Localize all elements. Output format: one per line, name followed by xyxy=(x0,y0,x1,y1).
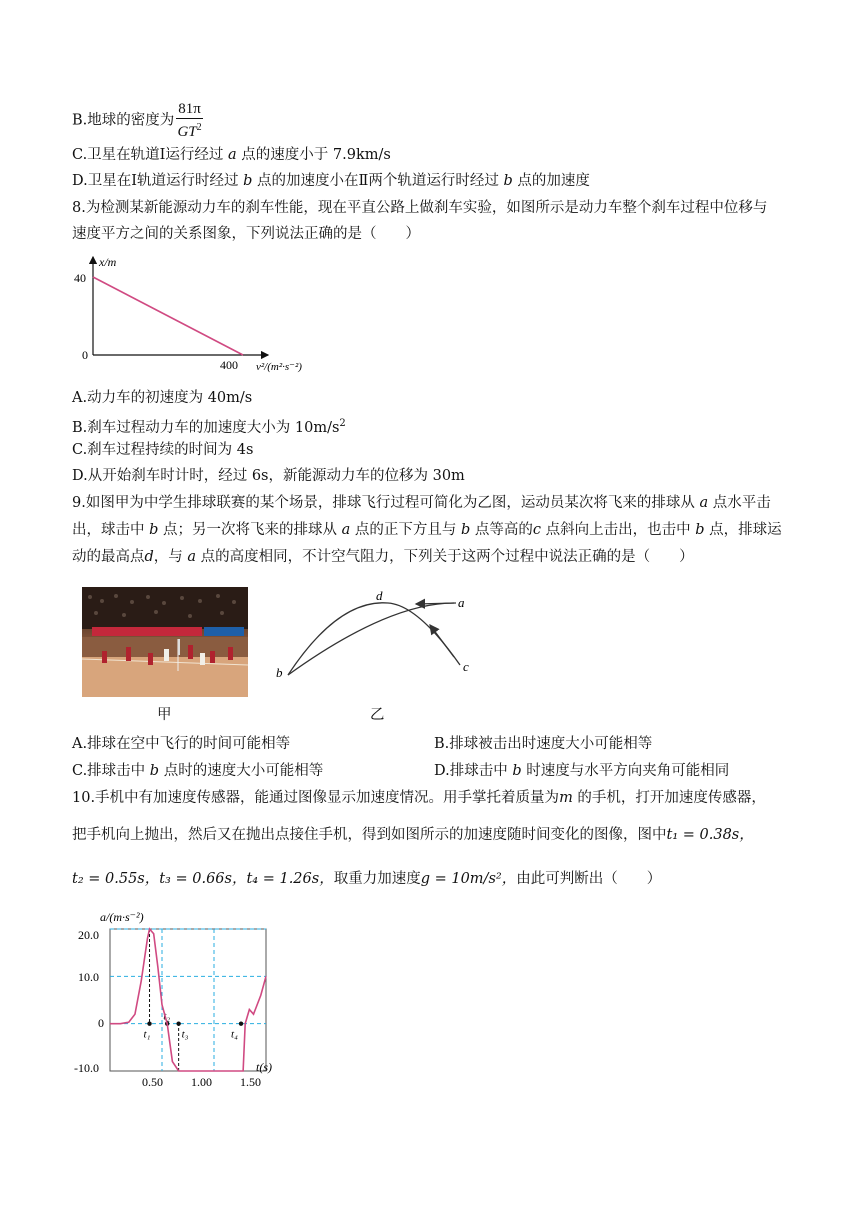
q10-stem-line1: 10.手机中有加速度传感器，能通过图像显示加速度情况。用手掌托着质量为m 的手机，打开加速度传感器， xyxy=(72,790,766,806)
density-fraction: $\frac{81\pi}{GT^2}$ xyxy=(177,101,202,140)
q7-option-c: C.卫星在轨道Ⅰ运行经过 a 点的速度小于 7.9km/s xyxy=(72,147,391,163)
q10-xtick-150: 1.50 xyxy=(240,1075,261,1089)
q10-t2-label: t₂ xyxy=(163,1010,171,1023)
q9-option-b: B.排球被击出时速度大小可能相等 xyxy=(434,736,653,752)
fig-label-yi: 乙 xyxy=(370,707,385,723)
q10-t3-dot xyxy=(176,1021,180,1025)
q10-stem-line2: 把手机向上抛出，然后又在抛出点接住手机，得到如图所示的加速度随时间变化的图像，图中t₁ = 0.38s， xyxy=(72,827,754,843)
q10-t4-label: t₄ xyxy=(231,1028,238,1041)
q9-option-d: D.排球击中 b 时速度与水平方向夹角可能相同 xyxy=(434,763,730,779)
q10-xtick-100: 1.00 xyxy=(191,1075,212,1089)
q9-option-c: C.排球击中 b 点时的速度大小可能相等 xyxy=(72,763,324,779)
q10-ytick-20: 20.0 xyxy=(78,928,99,942)
q9-option-a: A.排球在空中飞行的时间可能相等 xyxy=(72,736,291,752)
q10-acceleration-graph xyxy=(70,905,285,1090)
q10-ytick-10: 10.0 xyxy=(78,970,99,984)
volleyball-photo xyxy=(82,587,248,697)
q10-xtick-050: 0.50 xyxy=(142,1075,163,1089)
q9-stem-line3: 动的最高点d，与 a 点的高度相同，不计空气阻力，下列关于这两个过程中说法正确的是（ ） xyxy=(72,549,694,565)
q8-option-b: B.刹车过程动力车的加速度大小为 $10m/s^2$ xyxy=(72,418,346,436)
point-label-a: a xyxy=(458,595,465,610)
q8-stem-line1: 8.为检测某新能源动力车的刹车性能，现在平直公路上做刹车实验，如图所示是动力车整个刹车过程中位移与 xyxy=(72,200,768,216)
point-label-d: d xyxy=(376,588,383,603)
q8-option-a: A.动力车的初速度为 40m/s xyxy=(72,390,253,406)
q8-xv2-graph xyxy=(70,252,320,377)
q10-y-label: a/(m·s⁻²) xyxy=(100,910,144,924)
trajectory-c-to-b xyxy=(288,603,460,675)
q8-ytick-0: 0 xyxy=(82,348,88,362)
q8-xtick-400: 400 xyxy=(220,358,238,372)
arrow-at-a xyxy=(416,603,456,604)
volleyball-trajectory-diagram xyxy=(268,585,483,685)
q10-series-line xyxy=(110,929,266,1071)
q8-stem-line2: 速度平方之间的关系图象，下列说法正确的是（ ） xyxy=(72,226,420,242)
q10-x-label: t(s) xyxy=(256,1060,272,1074)
q8-option-c: C.刹车过程持续的时间为 4s xyxy=(72,442,254,458)
fig-label-jia: 甲 xyxy=(157,707,172,723)
q8-option-d: D.从开始刹车时计时，经过 6s，新能源动力车的位移为 30m xyxy=(72,468,465,484)
q9-stem-line2: 出，球击中 b 点；另一次将飞来的排球从 a 点的正下方且与 b 点等高的c 点斜向上击出，也击中 b 点，排球运 xyxy=(72,522,782,538)
q10-ytick-0: 0 xyxy=(98,1016,104,1030)
q10-ytick-neg10: -10.0 xyxy=(74,1061,99,1075)
q8-y-label: x/m xyxy=(99,255,117,269)
q7-option-b: B.地球的密度为 $\frac{81\pi}{GT^2}$ xyxy=(72,101,202,140)
q8-series-line xyxy=(93,277,243,355)
arrow-at-c xyxy=(430,625,454,657)
q10-t1-dot xyxy=(147,1021,151,1025)
q7-option-d: D.卫星在Ⅰ轨道运行时经过 b 点的加速度小在Ⅱ两个轨道运行时经过 b 点的加速度 xyxy=(72,173,590,189)
q10-stem-line3: t₂ = 0.55s，t₃ = 0.66s，t₄ = 1.26s，取重力加速度g = 10m/s²，由此可判断出（ ） xyxy=(72,871,662,887)
q10-t4-dot xyxy=(239,1021,243,1025)
point-label-b: b xyxy=(276,665,283,680)
point-label-c: c xyxy=(463,659,469,674)
q10-plot-frame xyxy=(110,929,266,1071)
trajectory-a-to-b xyxy=(288,603,454,675)
q8-ytick-40: 40 xyxy=(74,271,86,285)
q10-t3-label: t₃ xyxy=(181,1028,189,1041)
q10-t1-label: t₁ xyxy=(143,1028,151,1041)
q8-x-label: v²/(m²·s⁻²) xyxy=(256,361,302,373)
q9-stem-line1: 9.如图甲为中学生排球联赛的某个场景，排球飞行过程可简化为乙图，运动员某次将飞来的排球从 a 点水平击 xyxy=(72,495,771,511)
